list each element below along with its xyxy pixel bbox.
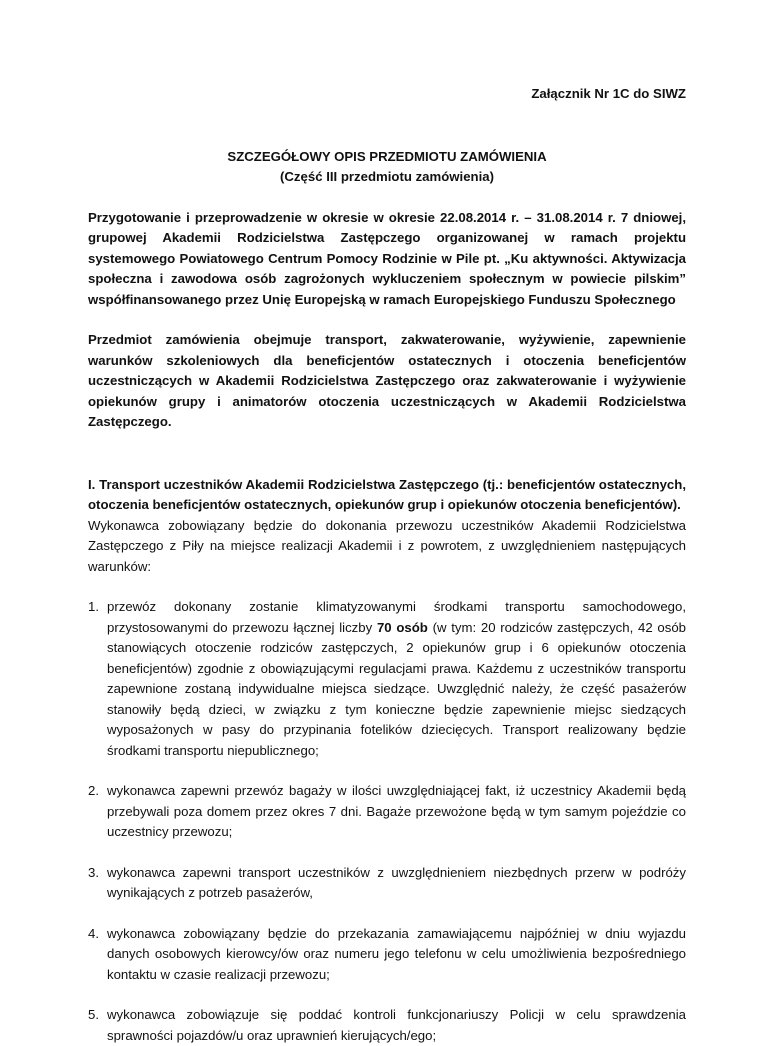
section-transport	[88, 475, 686, 578]
section-body: Wykonawca zobowiązany będzie do dokonania przewozu uczestników Akademii Rodzicielstwa Zastępczego z Piły na miejsce realizacji Akademii i z powrotem, z uwzględnieniem następujących warunków:	[88, 517, 686, 574]
section-heading: I. Transport uczestników Akademii Rodzicielstwa Zastępczego (tj.: beneficjentów ostatecznych, otoczenia beneficjentów ostatecznych, opiekunów grup i opiekunów otoczenia beneficjentów).	[88, 476, 686, 512]
list-item-number: 3.	[88, 864, 99, 880]
list-item-text: przewóz dokonany zostanie klimatyzowanymi środkami transportu samochodowego, przystosowanymi do przewozu łącznej liczby 70 osób (w tym: 20 rodziców zastępczych, 42 osób stanowiących otoczenie rodziców zastępczych, 2 opiekunów grup i 6 opiekunów otoczenia beneficjentów) zgodnie z obowiązującymi regulacjami prawa. Każdemu z uczestników transportu zapewnione zostaną indywidualne miejsca siedzące. Uwzględnić należy, że część pasażerów stanowiły będą dzieci, w związku z tym konieczne będzie zapewnienie miejsc siedzących wyposażonych w pasy do przypinania fotelików dziecięcych. Transport realizowany będzie środkami transportu niepublicznego;	[107, 599, 686, 758]
list-item	[88, 781, 686, 843]
list-item	[88, 924, 686, 986]
conditions-list	[88, 597, 686, 1046]
list-item-text: wykonawca zapewni przewóz bagaży w ilości uwzględniającej fakt, iż uczestnicy Akademii będą przebywali poza domem przez okres 7 dni. Bagaże przewożone będą w tym samym pojeździe co uczestnicy przewozu;	[107, 783, 686, 839]
list-item-text: wykonawca zobowiązuje się poddać kontroli funkcjonariuszy Policji w celu sprawdzenia sprawności pojazdów/u oraz uprawnień kierujących/ego;	[107, 1007, 686, 1043]
list-item-text: wykonawca zapewni transport uczestników z uwzględnieniem niezbędnych przerw w podróży wynikających z potrzeb pasażerów,	[107, 864, 686, 900]
intro-paragraph: Przygotowanie i przeprowadzenie w okresie w okresie 22.08.2014 r. – 31.08.2014 r. 7 dniowej, grupowej Akademii Rodzicielstwa Zastępczego organizowanej w ramach projektu systemowego Powiatowego Centrum Pomocy Rodzinie w Pile pt. „Ku aktywności. Aktywizacja społeczna i zawodowa osób zagrożonych wykluczeniem społecznym w powiecie pilskim” współfinansowanego przez Unię Europejską w ramach Europejskiego Funduszu Społecznego	[88, 209, 686, 307]
document-title	[88, 147, 686, 188]
list-item	[88, 1005, 686, 1046]
list-item-number: 4.	[88, 925, 99, 941]
persons-count: 70 osób	[376, 619, 428, 635]
title-line-2: (Część III przedmiotu zamówienia)	[280, 169, 494, 184]
annex-label: Załącznik Nr 1C do SIWZ	[531, 86, 686, 101]
scope-paragraph: Przedmiot zamówienia obejmuje transport, zakwaterowanie, wyżywienie, zapewnienie warunków szkoleniowych dla beneficjentów ostatecznych i otoczenia beneficjentów uczestniczących w Akademii Rodzicielstwa Zastępczego oraz zakwaterowanie i wyżywienie opiekunów grupy i animatorów otoczenia uczestniczących w Akademii Rodzicielstwa Zastępczego.	[88, 332, 686, 429]
list-item-text: wykonawca zobowiązany będzie do przekazania zamawiającemu najpóźniej w dniu wyjazdu danych osobowych kierowcy/ów oraz numeru jego telefonu w celu umożliwienia bezpośredniego kontaktu w czasie realizacji przewozu;	[107, 925, 686, 982]
title-line-1: SZCZEGÓŁOWY OPIS PRZEDMIOTU ZAMÓWIENIA	[227, 148, 547, 164]
list-item	[88, 597, 686, 761]
list-item-number: 1.	[88, 599, 99, 614]
list-item-number: 5.	[88, 1007, 99, 1022]
list-item-number: 2.	[88, 783, 99, 798]
list-item	[88, 863, 686, 904]
